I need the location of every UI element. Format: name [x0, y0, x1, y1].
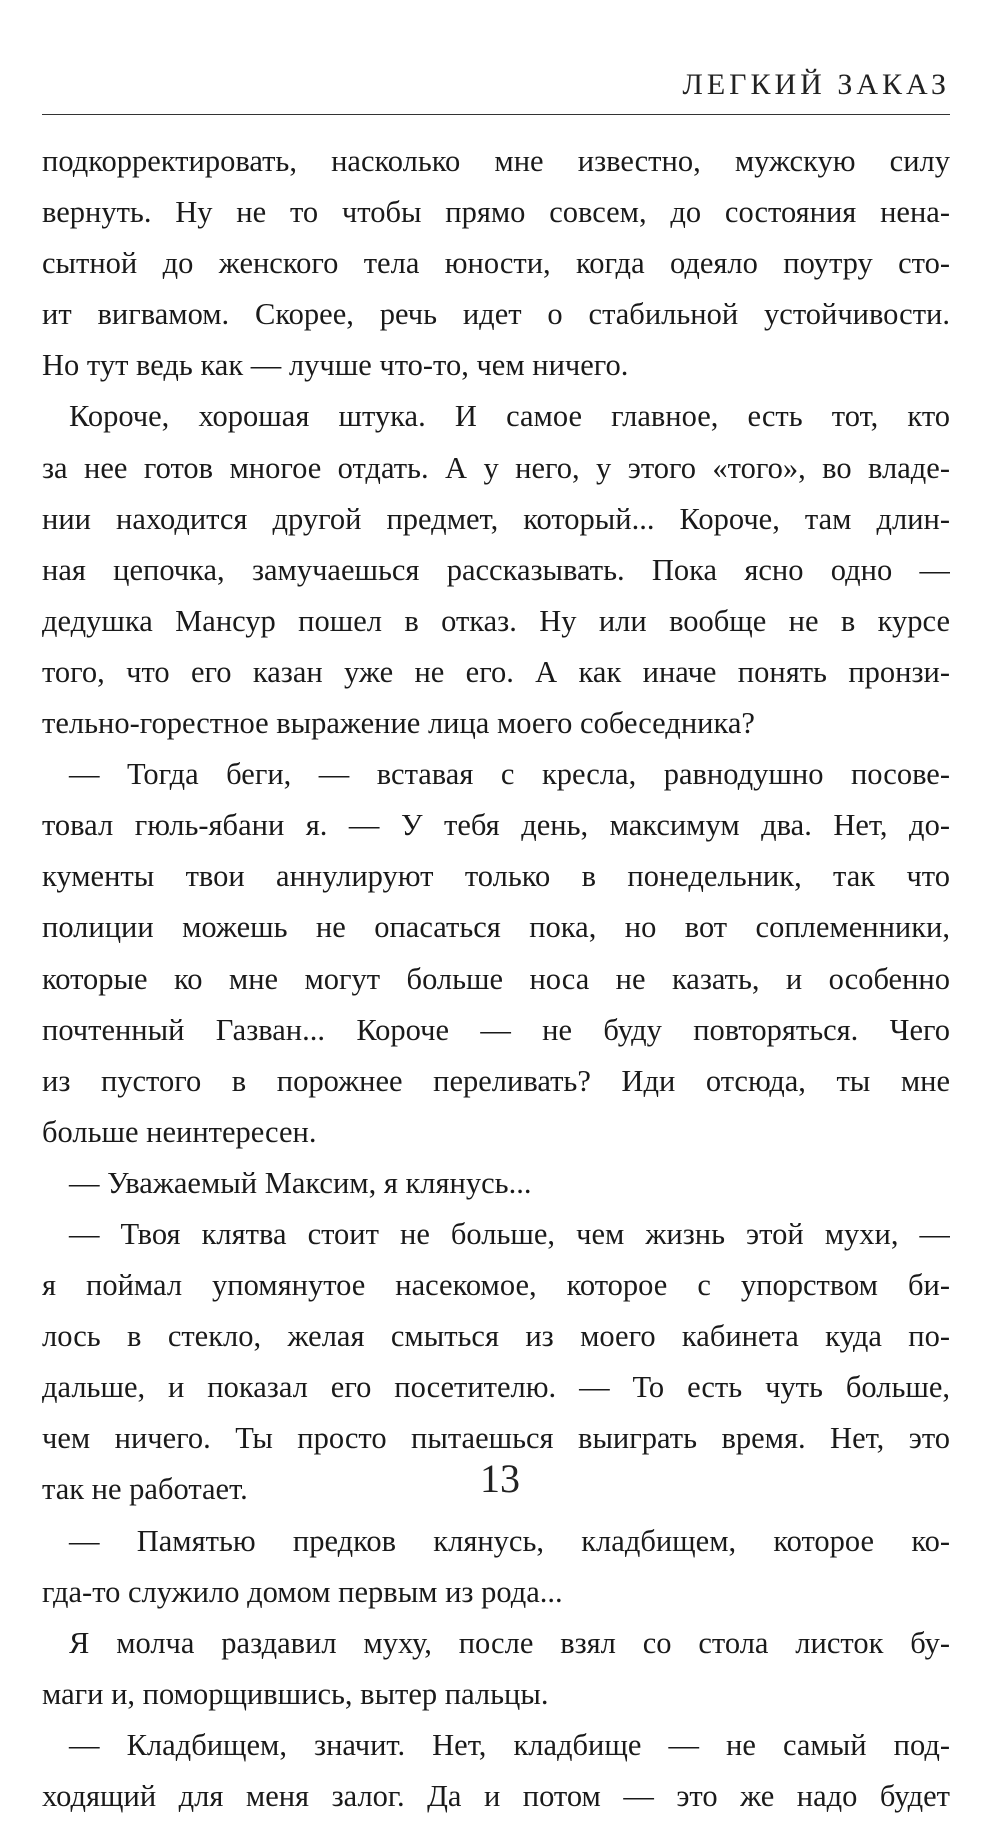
text-line: гда-то служило домом первым из рода... [42, 1574, 563, 1609]
text-line: полиции можешь не опасаться пока, но вот соплеменники, [42, 910, 950, 945]
text-line: — Уважаемый Максим, я клянусь... [69, 1165, 532, 1200]
text-line: товал гюль-ябани я. — У тебя день, максимум два. Нет, до- [42, 808, 950, 843]
body-text [42, 136, 950, 1822]
text-line: Но тут ведь как — лучше что-то, чем ничего. [42, 348, 629, 383]
text-line: больше неинтересен. [42, 1114, 317, 1149]
text-line: так не работает. [42, 1472, 248, 1507]
page-number: 13 [480, 1456, 520, 1501]
text-line: почтенный Газван... Короче — не буду повторяться. Чего [42, 1012, 950, 1047]
text-line: — Твоя клятва стоит не больше, чем жизнь этой мухи, — [69, 1216, 950, 1251]
text-line: я поймал упомянутое насекомое, которое с упорством би- [42, 1268, 950, 1303]
text-line: вернуть. Ну не то чтобы прямо совсем, до состояния нена- [42, 195, 950, 230]
text-line: кументы твои аннулируют только в понедельник, так что [42, 859, 950, 894]
text-line: сытной до женского тела юности, когда одеяло поутру сто- [42, 246, 950, 281]
text-line: которые ко мне могут больше носа не казать, и особенно [42, 961, 950, 996]
text-line: за нее готов многое отдать. А у него, у этого «того», во владе- [42, 450, 950, 485]
text-line: того, что его казан уже не его. А как иначе понять пронзи- [42, 654, 950, 689]
text-line: тельно-горестное выражение лица моего собеседника? [42, 706, 755, 741]
running-title: ЛЕГКИЙ ЗАКАЗ [682, 68, 950, 101]
text-line: подкорректировать, насколько мне известно, мужскую силу [42, 144, 950, 178]
text-line: — Памятью предков клянусь, кладбищем, которое ко- [69, 1523, 950, 1558]
text-line: — Кладбищем, значит. Нет, кладбище — не самый под- [69, 1727, 950, 1762]
text-line: ходящий для меня залог. Да и потом — это же надо будет [42, 1779, 950, 1813]
text-line: из пустого в порожнее переливать? Иди отсюда, ты мне [42, 1063, 950, 1098]
text-line: чем ничего. Ты просто пытаешься выиграть время. Нет, это [42, 1421, 950, 1456]
text-line: — Тогда беги, — вставая с кресла, равнодушно посове- [69, 757, 950, 792]
text-line: маги и, поморщившись, вытер пальцы. [42, 1676, 549, 1711]
text-line: ная цепочка, замучаешься рассказывать. Пока ясно одно — [42, 552, 950, 587]
text-line: дальше, и показал его посетителю. — То есть чуть больше, [42, 1370, 950, 1405]
text-line: Я молча раздавил муху, после взял со стола листок бу- [69, 1625, 950, 1660]
header-rule [42, 114, 950, 115]
text-line: ит вигвамом. Скорее, речь идет о стабильной устойчивости. [42, 297, 950, 332]
text-line: лось в стекло, желая смыться из моего кабинета куда по- [42, 1319, 950, 1354]
text-line: Короче, хорошая штука. И самое главное, есть тот, кто [69, 399, 950, 434]
text-line: нии находится другой предмет, который... Короче, там длин- [42, 501, 950, 536]
text-line: дедушка Мансур пошел в отказ. Ну или вообще не в курсе [42, 603, 950, 638]
